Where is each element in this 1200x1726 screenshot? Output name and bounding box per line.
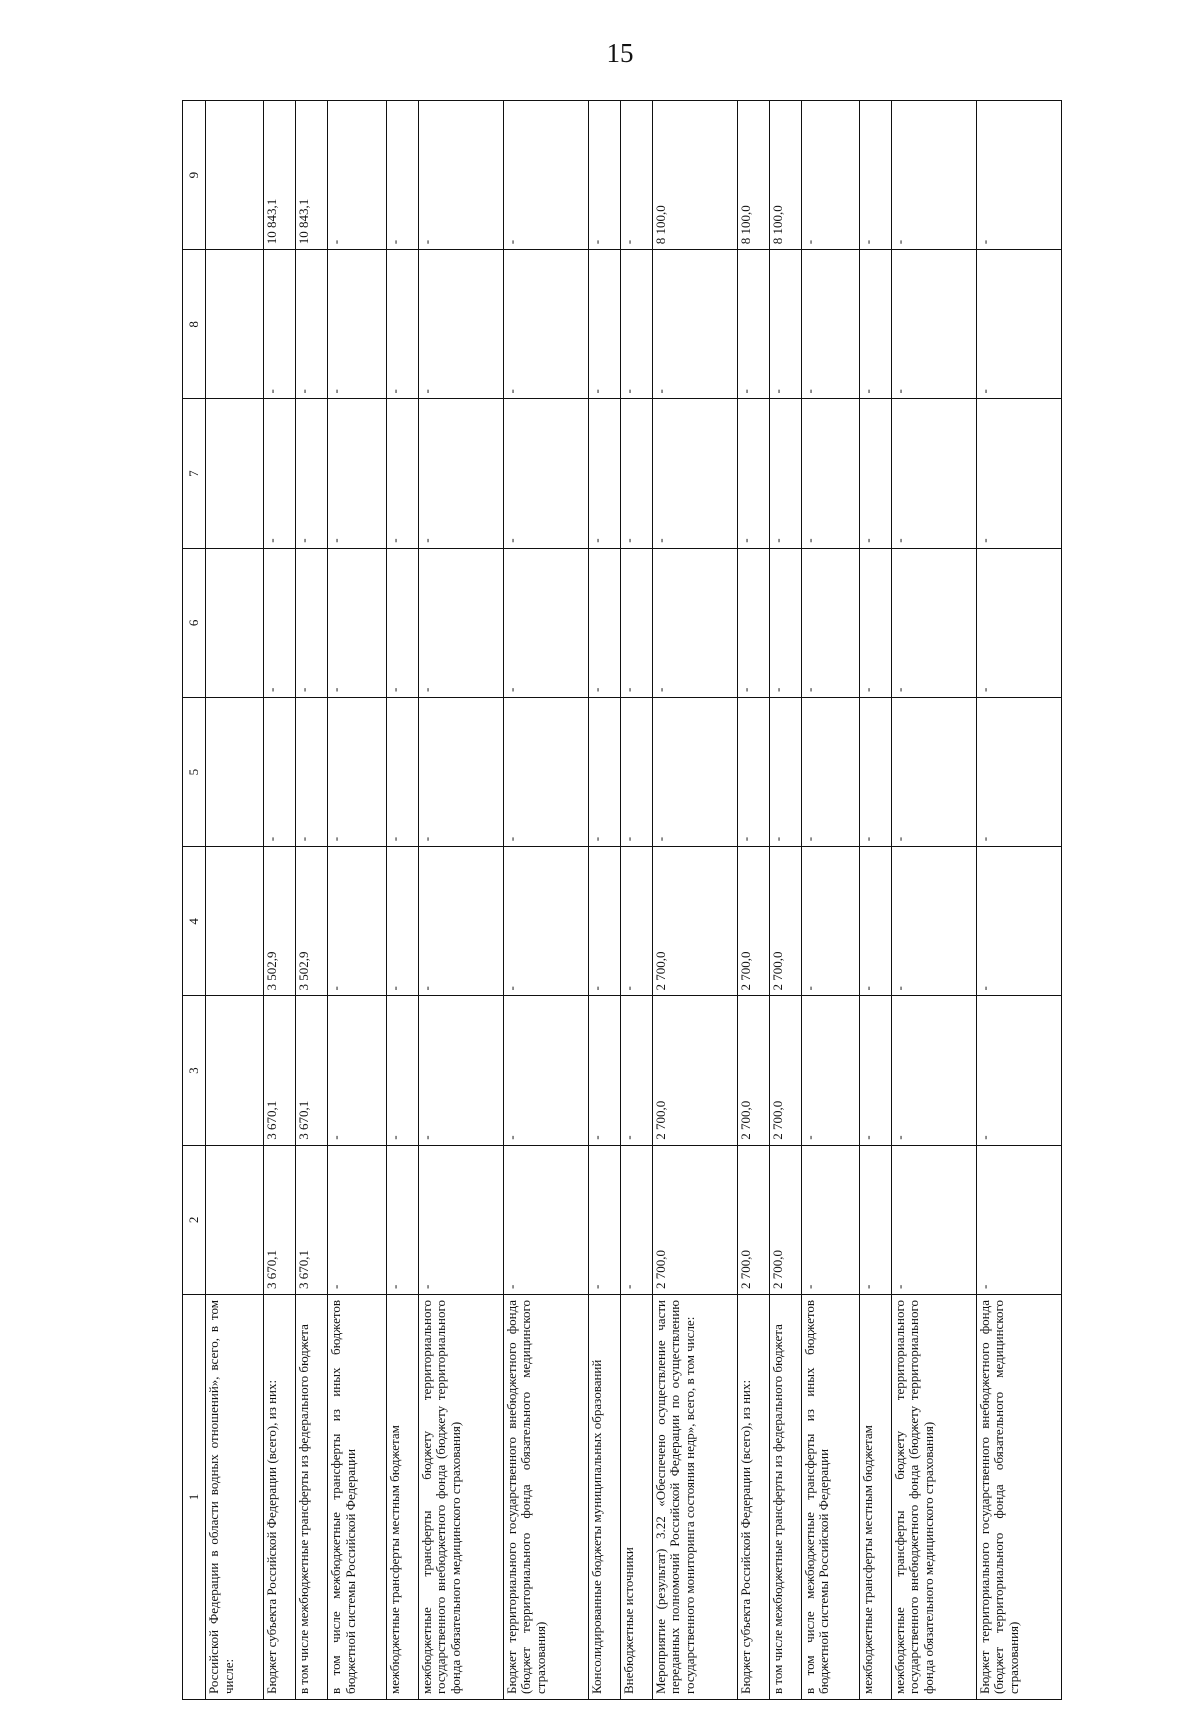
table-cell: 8 100,0 xyxy=(737,101,769,250)
column-header: 3 xyxy=(183,996,206,1145)
table-cell: - xyxy=(588,698,620,847)
table-cell: - xyxy=(620,698,652,847)
column-header: 6 xyxy=(183,548,206,697)
table-cell: - xyxy=(652,548,737,697)
table-cell: - xyxy=(264,250,296,399)
table-cell xyxy=(206,996,264,1145)
table-cell: - xyxy=(976,101,1061,250)
table-cell: - xyxy=(296,399,328,548)
table-cell: - xyxy=(588,101,620,250)
table-cell: 2 700,0 xyxy=(737,847,769,996)
table-cell: - xyxy=(386,399,418,548)
table-cell: - xyxy=(652,399,737,548)
row-label: в том числе межбюджетные трансферты из иных бюджетов бюджетной системы Российской Федерации xyxy=(801,1295,859,1700)
column-header: 8 xyxy=(183,250,206,399)
table-cell: - xyxy=(328,698,386,847)
table-cell: - xyxy=(620,250,652,399)
page-number: 15 xyxy=(606,38,634,68)
table-row xyxy=(769,101,801,1700)
table-cell: - xyxy=(859,698,891,847)
table-cell: - xyxy=(891,996,976,1145)
table-cell: 2 700,0 xyxy=(769,847,801,996)
table-cell: 10 843,1 xyxy=(296,101,328,250)
row-label: Бюджет субъекта Российской Федерации (всего), из них: xyxy=(737,1295,769,1700)
table-cell: - xyxy=(264,698,296,847)
table-cell: - xyxy=(328,996,386,1145)
table-cell: 2 700,0 xyxy=(769,996,801,1145)
table-cell: - xyxy=(418,101,503,250)
table-row xyxy=(588,101,620,1700)
table-cell: 2 700,0 xyxy=(652,996,737,1145)
table-row xyxy=(891,101,976,1700)
table-cell: 3 670,1 xyxy=(296,996,328,1145)
table-cell: - xyxy=(588,847,620,996)
table-cell: 3 670,1 xyxy=(296,1145,328,1294)
table-cell: - xyxy=(620,548,652,697)
table-cell: 10 843,1 xyxy=(264,101,296,250)
table-cell: - xyxy=(801,996,859,1145)
table-cell: - xyxy=(859,847,891,996)
table-cell: 2 700,0 xyxy=(769,1145,801,1294)
table-cell: - xyxy=(769,399,801,548)
table-cell: - xyxy=(588,1145,620,1294)
column-header: 5 xyxy=(183,698,206,847)
column-header: 4 xyxy=(183,847,206,996)
table-row xyxy=(264,101,296,1700)
row-label: Бюджет территориального государственного внебюджетного фонда (бюджет территориального фонда обязательного медицинского страхования) xyxy=(503,1295,588,1700)
table-cell: - xyxy=(859,399,891,548)
table-row xyxy=(859,101,891,1700)
table-cell: - xyxy=(976,548,1061,697)
table-cell: - xyxy=(418,399,503,548)
table-cell: - xyxy=(588,250,620,399)
table-cell: 3 502,9 xyxy=(296,847,328,996)
table-cell: - xyxy=(296,698,328,847)
table-cell: - xyxy=(801,101,859,250)
table-row xyxy=(418,101,503,1700)
row-label: Мероприятие (результат) 3.22 «Обеспечено осуществление части переданных полномочий Российской Федерации по осуществлению государственного мониторинга состояния недр», всего, в том числе: xyxy=(652,1295,737,1700)
table-cell: - xyxy=(386,250,418,399)
row-label: Российской Федерации в области водных отношений», всего, в том числе: xyxy=(206,1295,264,1700)
table-row xyxy=(206,101,264,1700)
table-cell xyxy=(206,101,264,250)
table-cell: - xyxy=(620,996,652,1145)
table-cell: - xyxy=(737,250,769,399)
table-cell: - xyxy=(503,101,588,250)
row-label: в том числе межбюджетные трансферты из федерального бюджета xyxy=(769,1295,801,1700)
row-label: межбюджетные трансферты бюджету территориального государственного внебюджетного фонда (бюджету территориального фонда обязательного медицинского страхования) xyxy=(891,1295,976,1700)
table-cell: - xyxy=(503,548,588,697)
table-cell: - xyxy=(328,847,386,996)
column-header: 1 xyxy=(183,1295,206,1700)
table-cell: 2 700,0 xyxy=(652,1145,737,1294)
table-cell: - xyxy=(891,847,976,996)
table-cell: - xyxy=(859,996,891,1145)
table-cell: - xyxy=(620,101,652,250)
table-cell: 8 100,0 xyxy=(769,101,801,250)
table-cell: - xyxy=(976,1145,1061,1294)
table-cell: - xyxy=(652,698,737,847)
column-header: 2 xyxy=(183,1145,206,1294)
table-cell: - xyxy=(418,698,503,847)
table-cell: - xyxy=(264,399,296,548)
table-cell: - xyxy=(859,101,891,250)
table-cell: 8 100,0 xyxy=(652,101,737,250)
table-cell: - xyxy=(588,399,620,548)
table-cell: - xyxy=(328,1145,386,1294)
row-label: Консолидированные бюджеты муниципальных образований xyxy=(588,1295,620,1700)
table-cell: 2 700,0 xyxy=(652,847,737,996)
table-row xyxy=(296,101,328,1700)
table-cell: - xyxy=(859,250,891,399)
table-row xyxy=(503,101,588,1700)
row-label: межбюджетные трансферты местным бюджетам xyxy=(859,1295,891,1700)
table-cell: - xyxy=(418,548,503,697)
table-row xyxy=(386,101,418,1700)
table-cell: - xyxy=(891,548,976,697)
table-cell: - xyxy=(891,698,976,847)
table-cell: - xyxy=(859,548,891,697)
table-cell: - xyxy=(737,399,769,548)
table-cell: - xyxy=(503,847,588,996)
table-cell: - xyxy=(737,548,769,697)
table-cell: - xyxy=(386,847,418,996)
table-body xyxy=(206,101,1062,1700)
table-cell xyxy=(206,698,264,847)
table-cell: - xyxy=(976,996,1061,1145)
table-cell: - xyxy=(264,548,296,697)
table-cell: - xyxy=(386,698,418,847)
row-label: в том числе межбюджетные трансферты из иных бюджетов бюджетной системы Российской Федерации xyxy=(328,1295,386,1700)
table-row xyxy=(652,101,737,1700)
table-cell: - xyxy=(386,101,418,250)
row-label: Внебюджетные источники xyxy=(620,1295,652,1700)
table-cell: - xyxy=(503,399,588,548)
table-cell: - xyxy=(418,1145,503,1294)
table-cell: - xyxy=(503,698,588,847)
table-row xyxy=(801,101,859,1700)
table-cell xyxy=(206,250,264,399)
table-cell: - xyxy=(891,399,976,548)
table-cell: - xyxy=(620,399,652,548)
table-cell: - xyxy=(418,996,503,1145)
rotated-table-container xyxy=(182,100,1062,1700)
table-cell: - xyxy=(891,101,976,250)
table-cell: - xyxy=(769,250,801,399)
table-cell: - xyxy=(418,847,503,996)
row-label: Бюджет территориального государственного внебюджетного фонда (бюджет территориального фонда обязательного медицинского страхования) xyxy=(976,1295,1061,1700)
column-header: 7 xyxy=(183,399,206,548)
table-cell: 3 670,1 xyxy=(264,1145,296,1294)
table-cell: - xyxy=(620,847,652,996)
table-row xyxy=(976,101,1061,1700)
table-cell: - xyxy=(503,1145,588,1294)
table-cell: - xyxy=(418,250,503,399)
row-label: межбюджетные трансферты бюджету территориального государственного внебюджетного фонда (бюджету территориального фонда обязательного медицинского страхования) xyxy=(418,1295,503,1700)
table-row xyxy=(620,101,652,1700)
table-row xyxy=(328,101,386,1700)
table-cell: - xyxy=(386,996,418,1145)
table-cell xyxy=(206,847,264,996)
table-cell: - xyxy=(801,548,859,697)
table-cell: - xyxy=(588,996,620,1145)
row-label: межбюджетные трансферты местным бюджетам xyxy=(386,1295,418,1700)
column-header: 9 xyxy=(183,101,206,250)
table-cell: - xyxy=(652,250,737,399)
table-cell xyxy=(206,1145,264,1294)
table-cell: 3 670,1 xyxy=(264,996,296,1145)
table-cell xyxy=(206,548,264,697)
table-cell: - xyxy=(801,250,859,399)
table-cell: - xyxy=(328,399,386,548)
table-cell: 3 502,9 xyxy=(264,847,296,996)
table-cell: - xyxy=(801,847,859,996)
table-cell: - xyxy=(588,548,620,697)
row-label: в том числе межбюджетные трансферты из федерального бюджета xyxy=(296,1295,328,1700)
table-cell: - xyxy=(296,548,328,697)
table-cell: - xyxy=(976,399,1061,548)
row-label: Бюджет субъекта Российской Федерации (всего), из них: xyxy=(264,1295,296,1700)
table-cell: - xyxy=(976,698,1061,847)
table-header-row xyxy=(183,101,206,1700)
table-cell: - xyxy=(976,847,1061,996)
table-cell: 2 700,0 xyxy=(737,1145,769,1294)
table-cell: - xyxy=(976,250,1061,399)
table-cell: - xyxy=(801,698,859,847)
table-cell: - xyxy=(769,548,801,697)
table-cell: - xyxy=(801,399,859,548)
table-cell: - xyxy=(503,996,588,1145)
table-cell: 2 700,0 xyxy=(737,996,769,1145)
table-row xyxy=(737,101,769,1700)
table-cell: - xyxy=(328,548,386,697)
table-cell: - xyxy=(737,698,769,847)
table-cell: - xyxy=(859,1145,891,1294)
table-cell: - xyxy=(891,250,976,399)
table-cell: - xyxy=(328,250,386,399)
table-cell: - xyxy=(386,1145,418,1294)
table-cell: - xyxy=(328,101,386,250)
table-cell: - xyxy=(769,698,801,847)
table-cell: - xyxy=(503,250,588,399)
budget-table xyxy=(182,100,1062,1700)
table-cell: - xyxy=(296,250,328,399)
table-cell: - xyxy=(620,1145,652,1294)
table-cell: - xyxy=(801,1145,859,1294)
table-cell xyxy=(206,399,264,548)
table-cell: - xyxy=(891,1145,976,1294)
table-cell: - xyxy=(386,548,418,697)
